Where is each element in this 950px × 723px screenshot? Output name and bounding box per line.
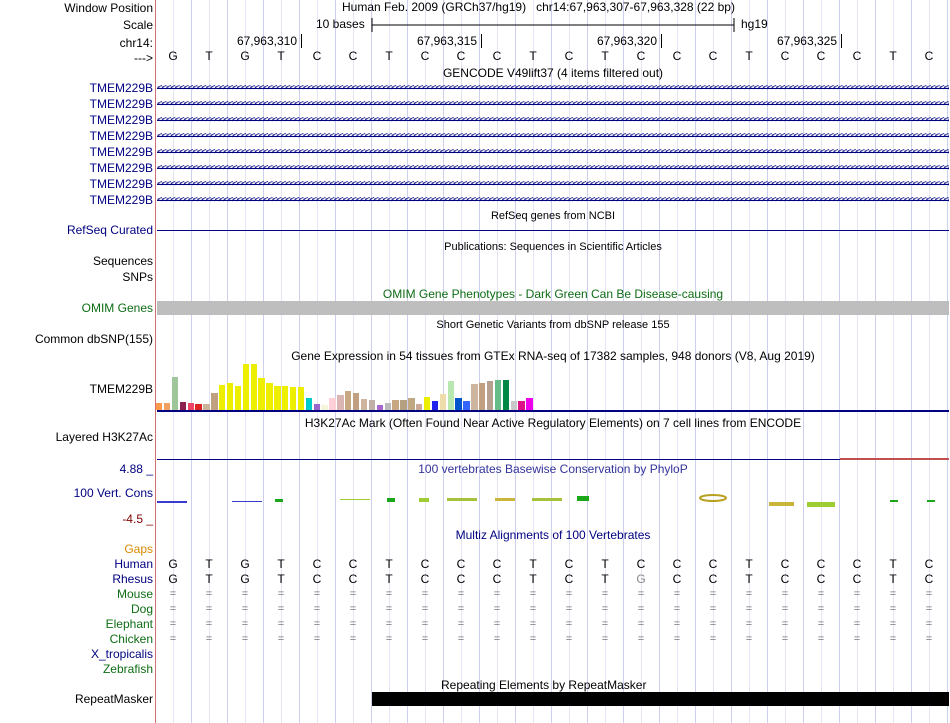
gtex-tissue-bar[interactable] — [400, 400, 406, 410]
ruler-coordinate: 67,963,315 — [416, 34, 477, 48]
window-position-label: Window Position — [64, 1, 153, 15]
gencode-intron-line — [157, 136, 949, 137]
ruler-tick — [301, 34, 302, 48]
aligned-base: = — [781, 633, 789, 645]
ruler-base: T — [601, 49, 609, 63]
aligned-base: = — [205, 588, 213, 600]
aligned-base: C — [672, 557, 682, 571]
aligned-base: = — [637, 618, 645, 630]
aligned-base: = — [565, 618, 573, 630]
aligned-base: = — [889, 618, 897, 630]
gtex-tissue-bar[interactable] — [282, 386, 288, 410]
aligned-base: C — [708, 557, 718, 571]
snps-track-label[interactable]: SNPs — [122, 270, 153, 284]
aligned-base: T — [601, 572, 609, 586]
ruler-base: C — [564, 49, 574, 63]
dbsnp-track-label[interactable]: Common dbSNP(155) — [34, 332, 153, 346]
aligned-base: = — [493, 588, 501, 600]
aligned-base: G — [168, 557, 178, 571]
gtex-tissue-bar[interactable] — [511, 401, 517, 410]
gtex-tissue-bar[interactable] — [164, 403, 170, 410]
aligned-base: C — [348, 572, 358, 586]
aligned-base: = — [745, 633, 753, 645]
gtex-tissue-bar[interactable] — [251, 364, 257, 410]
aligned-base: = — [817, 633, 825, 645]
aligned-base: = — [709, 633, 717, 645]
aligned-base: C — [420, 557, 430, 571]
ruler-base: T — [529, 49, 537, 63]
refseq-track-label[interactable]: RefSeq Curated — [66, 223, 153, 237]
gtex-tissue-bar[interactable] — [487, 381, 493, 410]
gtex-tissue-bar[interactable] — [306, 398, 312, 410]
aligned-base: = — [169, 618, 177, 630]
aligned-base: = — [853, 618, 861, 630]
gtex-tissue-bar[interactable] — [455, 398, 461, 410]
ruler-base: C — [924, 49, 934, 63]
aligned-base: = — [889, 633, 897, 645]
species-label-zebrafish[interactable]: Zebrafish — [102, 662, 153, 676]
ruler-tick — [661, 34, 662, 48]
gencode-intron-line — [157, 184, 949, 185]
gencode-gene-label[interactable]: TMEM229B — [89, 161, 153, 175]
ruler-base: G — [168, 49, 178, 63]
aligned-base: = — [313, 603, 321, 615]
omim-track-title: OMIM Gene Phenotypes - Dark Green Can Be Disease-causing — [382, 287, 724, 301]
gtex-tissue-bar[interactable] — [518, 401, 524, 410]
gencode-intron-line — [157, 200, 949, 201]
aligned-base: = — [565, 588, 573, 600]
aligned-base: T — [205, 572, 213, 586]
strand-arrow-label: ---> — [134, 51, 153, 65]
aligned-base: = — [637, 588, 645, 600]
gencode-intron-line — [157, 152, 949, 153]
aligned-base: = — [925, 633, 933, 645]
aligned-base: = — [169, 633, 177, 645]
ruler-base: C — [708, 49, 718, 63]
aligned-base: = — [817, 603, 825, 615]
multiz-track-title: Multiz Alignments of 100 Vertebrates — [455, 528, 651, 542]
ruler-base: G — [240, 49, 250, 63]
gtex-tissue-bar[interactable] — [180, 402, 186, 410]
gtex-tissue-bar[interactable] — [266, 383, 272, 410]
ruler-base: T — [745, 49, 753, 63]
ruler-coordinate: 67,963,325 — [776, 34, 837, 48]
aligned-base: = — [745, 618, 753, 630]
aligned-base: C — [420, 572, 430, 586]
ruler-base: C — [672, 49, 682, 63]
aligned-base: = — [421, 633, 429, 645]
aligned-base: C — [924, 572, 934, 586]
aligned-base: T — [277, 557, 285, 571]
ruler-base: C — [816, 49, 826, 63]
aligned-base: C — [456, 557, 466, 571]
ruler-base: T — [205, 49, 213, 63]
aligned-base: = — [745, 603, 753, 615]
omim-gene-bar[interactable] — [157, 301, 949, 315]
aligned-base: = — [241, 588, 249, 600]
phylop-min-label: -4.5 _ — [122, 512, 153, 526]
gtex-tissue-bar[interactable] — [495, 380, 501, 410]
species-label-chicken[interactable]: Chicken — [109, 632, 153, 646]
aligned-base: = — [385, 618, 393, 630]
repeatmasker-track-title: Repeating Elements by RepeatMasker — [441, 678, 647, 692]
aligned-base: = — [673, 588, 681, 600]
aligned-base: = — [925, 588, 933, 600]
aligned-base: = — [349, 618, 357, 630]
aligned-base: = — [457, 603, 465, 615]
aligned-base: = — [529, 588, 537, 600]
aligned-base: = — [709, 603, 717, 615]
gtex-baseline — [157, 410, 949, 412]
aligned-base: T — [745, 572, 753, 586]
gtex-tissue-bar[interactable] — [503, 380, 509, 410]
aligned-base: G — [636, 572, 646, 586]
aligned-base: C — [492, 572, 502, 586]
scale-label: Scale — [122, 18, 153, 32]
aligned-base: C — [852, 557, 862, 571]
position-header — [342, 0, 735, 14]
omim-track-label[interactable]: OMIM Genes — [81, 301, 153, 315]
ruler-base: C — [348, 49, 358, 63]
gencode-intron-line — [157, 120, 949, 121]
gencode-intron-line — [157, 168, 949, 169]
gtex-tissue-bar[interactable] — [392, 400, 398, 410]
aligned-base: = — [457, 618, 465, 630]
aligned-base: C — [816, 557, 826, 571]
repeatmasker-track-label[interactable]: RepeatMasker — [74, 692, 153, 706]
aligned-base: = — [853, 588, 861, 600]
aligned-base: T — [745, 557, 753, 571]
aligned-base: = — [457, 633, 465, 645]
aligned-base: = — [925, 603, 933, 615]
gtex-tissue-bar[interactable] — [156, 403, 162, 410]
aligned-base: = — [313, 588, 321, 600]
aligned-base: = — [169, 588, 177, 600]
gtex-tissue-bar[interactable] — [235, 386, 241, 410]
gencode-intron-line — [157, 88, 949, 89]
aligned-base: = — [205, 603, 213, 615]
refseq-track-title: RefSeq genes from NCBI — [490, 210, 616, 222]
species-label-elephant[interactable]: Elephant — [105, 617, 153, 631]
aligned-base: = — [673, 618, 681, 630]
gencode-gene-label[interactable]: TMEM229B — [89, 193, 153, 207]
gtex-tissue-bar[interactable] — [219, 385, 225, 410]
gtex-tissue-bar[interactable] — [471, 384, 477, 410]
aligned-base: C — [672, 572, 682, 586]
gtex-tissue-bar[interactable] — [424, 397, 430, 410]
h3k27ac-track-title: H3K27Ac Mark (Often Found Near Active Regulatory Elements) on 7 cell lines from ENCODE — [304, 416, 802, 430]
gtex-tissue-bar[interactable] — [227, 383, 233, 410]
aligned-base: = — [277, 603, 285, 615]
gtex-tissue-bar[interactable] — [479, 383, 485, 410]
aligned-base: = — [745, 588, 753, 600]
h3k27ac-signal-peak — [840, 458, 949, 460]
aligned-base: C — [456, 572, 466, 586]
aligned-base: C — [312, 557, 322, 571]
aligned-base: = — [673, 633, 681, 645]
aligned-base: = — [349, 603, 357, 615]
aligned-base: C — [564, 572, 574, 586]
gencode-gene-label[interactable]: TMEM229B — [89, 145, 153, 159]
dbsnp-track-title: Short Genetic Variants from dbSNP release 155 — [436, 319, 670, 331]
aligned-base: = — [349, 633, 357, 645]
aligned-base: = — [637, 633, 645, 645]
ruler-base: T — [385, 49, 393, 63]
aligned-base: = — [241, 618, 249, 630]
aligned-base: C — [924, 557, 934, 571]
gtex-tissue-bar[interactable] — [526, 398, 532, 410]
ruler-coordinate: 67,963,320 — [596, 34, 657, 48]
ruler-base: C — [852, 49, 862, 63]
gencode-gene-label[interactable]: TMEM229B — [89, 177, 153, 191]
gtex-tissue-bar[interactable] — [463, 401, 469, 410]
aligned-base: = — [493, 618, 501, 630]
gtex-tissue-bar[interactable] — [448, 381, 454, 410]
ruler-base: C — [492, 49, 502, 63]
aligned-base: = — [529, 603, 537, 615]
aligned-base: = — [673, 603, 681, 615]
aligned-base: = — [313, 618, 321, 630]
scale-bar-text: 10 bases — [316, 17, 365, 31]
gtex-tissue-bar[interactable] — [243, 364, 249, 410]
gtex-tissue-bar[interactable] — [188, 403, 194, 410]
species-label-dog[interactable]: Dog — [130, 602, 153, 616]
aligned-base: G — [168, 572, 178, 586]
aligned-base: = — [529, 618, 537, 630]
aligned-base: G — [240, 557, 250, 571]
aligned-base: = — [277, 588, 285, 600]
aligned-base: = — [421, 618, 429, 630]
aligned-base: C — [708, 572, 718, 586]
ruler-coordinate: 67,963,310 — [236, 34, 297, 48]
gencode-gene-label[interactable]: TMEM229B — [89, 81, 153, 95]
aligned-base: = — [889, 588, 897, 600]
gtex-tissue-bar[interactable] — [369, 400, 375, 410]
assembly-name: Human Feb. 2009 (GRCh37/hg19) — [342, 0, 527, 14]
aligned-base: T — [601, 557, 609, 571]
aligned-base: = — [493, 633, 501, 645]
aligned-base: T — [889, 572, 897, 586]
aligned-base: = — [709, 618, 717, 630]
ruler-base: T — [889, 49, 897, 63]
aligned-base: C — [780, 557, 790, 571]
aligned-base: = — [277, 633, 285, 645]
aligned-base: = — [817, 618, 825, 630]
aligned-base: C — [816, 572, 826, 586]
aligned-base: T — [205, 557, 213, 571]
aligned-base: = — [601, 618, 609, 630]
aligned-base: = — [421, 588, 429, 600]
ruler-base: T — [277, 49, 285, 63]
aligned-base: = — [457, 588, 465, 600]
aligned-base: = — [853, 603, 861, 615]
aligned-base: T — [529, 572, 537, 586]
gaps-label[interactable]: Gaps — [124, 542, 153, 556]
aligned-base: = — [529, 633, 537, 645]
gtex-gene-label[interactable]: TMEM229B — [89, 382, 153, 396]
aligned-base: = — [853, 633, 861, 645]
aligned-base: = — [601, 603, 609, 615]
gtex-tissue-bar[interactable] — [329, 398, 335, 410]
aligned-base: = — [493, 603, 501, 615]
aligned-base: = — [241, 633, 249, 645]
gtex-tissue-bar[interactable] — [345, 391, 351, 410]
aligned-base: C — [348, 557, 358, 571]
gencode-gene-label[interactable]: TMEM229B — [89, 129, 153, 143]
aligned-base: = — [817, 588, 825, 600]
aligned-base: = — [637, 603, 645, 615]
phylop-track-label[interactable]: 100 Vert. Cons — [73, 486, 153, 500]
aligned-base: = — [565, 603, 573, 615]
h3k27ac-signal-line — [157, 459, 949, 460]
gtex-tissue-bar[interactable] — [385, 403, 391, 410]
aligned-base: = — [709, 588, 717, 600]
gtex-tissue-bar[interactable] — [361, 399, 367, 410]
ruler-tick — [481, 34, 482, 48]
repeat-element-bar[interactable] — [372, 692, 949, 706]
aligned-base: T — [385, 557, 393, 571]
species-label-human[interactable]: Human — [114, 557, 153, 571]
aligned-base: = — [925, 618, 933, 630]
aligned-base: G — [240, 572, 250, 586]
gencode-gene-label[interactable]: TMEM229B — [89, 97, 153, 111]
sequences-track-label[interactable]: Sequences — [92, 254, 153, 268]
aligned-base: = — [241, 603, 249, 615]
aligned-base: C — [564, 557, 574, 571]
aligned-base: = — [565, 633, 573, 645]
position-range: chr14:67,963,307-67,963,328 (22 bp) — [536, 0, 735, 14]
aligned-base: = — [169, 603, 177, 615]
gtex-tissue-bar[interactable] — [440, 394, 446, 410]
species-label-rhesus[interactable]: Rhesus — [112, 572, 153, 586]
chrom-label: chr14: — [119, 36, 153, 50]
aligned-base: C — [312, 572, 322, 586]
gtex-tissue-bar[interactable] — [211, 393, 217, 410]
gtex-tissue-bar[interactable] — [298, 387, 304, 410]
ruler-base: C — [780, 49, 790, 63]
gtex-tissue-bar[interactable] — [258, 378, 264, 410]
phylop-track-title: 100 vertebrates Basewise Conservation by PhyloP — [418, 462, 688, 476]
aligned-base: = — [781, 618, 789, 630]
aligned-base: = — [781, 588, 789, 600]
aligned-base: = — [889, 603, 897, 615]
gtex-tissue-bar[interactable] — [408, 398, 414, 410]
gtex-tissue-bar[interactable] — [353, 393, 359, 410]
aligned-base: T — [529, 557, 537, 571]
gencode-track-title: GENCODE V49lift37 (4 items filtered out) — [442, 66, 664, 80]
aligned-base: = — [385, 633, 393, 645]
h3k27ac-track-label[interactable]: Layered H3K27Ac — [55, 430, 153, 444]
aligned-base: = — [421, 603, 429, 615]
aligned-base: = — [205, 633, 213, 645]
ruler-tick — [841, 34, 842, 48]
aligned-base: = — [313, 633, 321, 645]
aligned-base: = — [277, 618, 285, 630]
aligned-base: = — [781, 603, 789, 615]
ruler-base: C — [636, 49, 646, 63]
ruler-base: C — [420, 49, 430, 63]
gtex-tissue-bar[interactable] — [290, 387, 296, 410]
species-label-mouse[interactable]: Mouse — [116, 587, 153, 601]
gtex-tissue-bar[interactable] — [274, 386, 280, 410]
gencode-intron-line — [157, 104, 949, 105]
gtex-tissue-bar[interactable] — [337, 395, 343, 410]
gencode-gene-label[interactable]: TMEM229B — [89, 113, 153, 127]
aligned-base: = — [205, 618, 213, 630]
aligned-base: T — [277, 572, 285, 586]
aligned-base: C — [852, 572, 862, 586]
aligned-base: C — [492, 557, 502, 571]
aligned-base: = — [601, 588, 609, 600]
phylop-max-label: 4.88 _ — [119, 462, 153, 476]
aligned-base: T — [385, 572, 393, 586]
aligned-base: = — [385, 603, 393, 615]
publications-track-title: Publications: Sequences in Scientific Articles — [444, 241, 662, 253]
refseq-gene-line[interactable] — [157, 230, 949, 231]
aligned-base: T — [889, 557, 897, 571]
gtex-tissue-bar[interactable] — [432, 401, 438, 410]
scale-bar — [370, 17, 738, 33]
gtex-track-title: Gene Expression in 54 tissues from GTEx RNA-seq of 17382 samples, 948 donors (V8, Aug 2019) — [291, 349, 815, 363]
aligned-base: = — [385, 588, 393, 600]
aligned-base: C — [636, 557, 646, 571]
aligned-base: = — [601, 633, 609, 645]
ruler-base: C — [456, 49, 466, 63]
ruler-base: C — [312, 49, 322, 63]
phylop-conservation-logo — [157, 488, 949, 514]
aligned-base: = — [349, 588, 357, 600]
aligned-base: C — [780, 572, 790, 586]
species-label-x_tropicalis[interactable]: X_tropicalis — [90, 647, 153, 661]
database-name: hg19 — [741, 17, 768, 31]
gtex-tissue-bar[interactable] — [172, 377, 178, 410]
